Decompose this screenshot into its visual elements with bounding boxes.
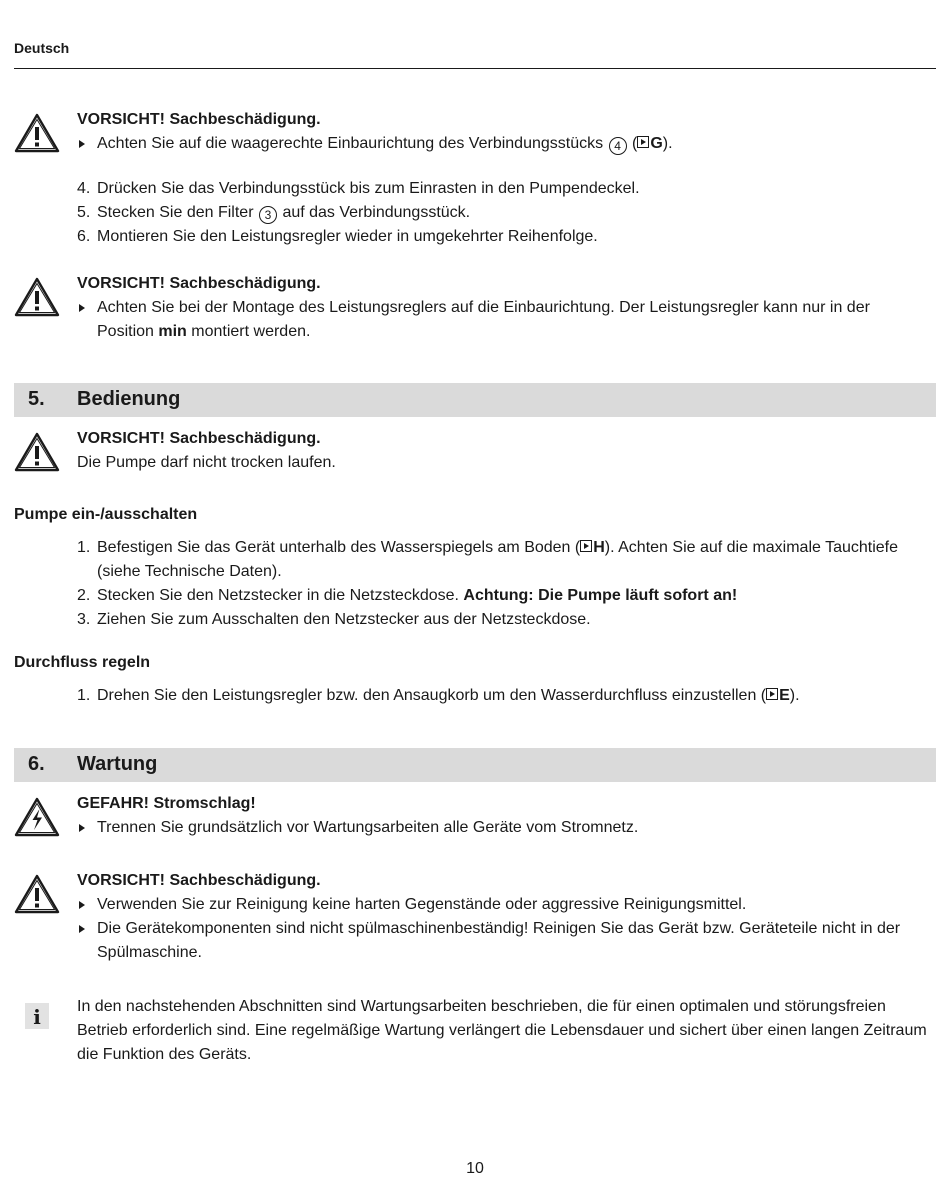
- part-number-badge: 4: [609, 137, 627, 155]
- section-title: Wartung: [77, 753, 158, 775]
- warning-2-bullet-text: Achten Sie bei der Montage des Leistungsreglers auf die Einbaurichtung. Der Leistungsregler kann nur in der Position: [97, 299, 870, 340]
- danger-title: GEFAHR! Stromschlag!: [77, 795, 256, 812]
- warning-4-bullet: [77, 917, 927, 965]
- step-warning-text: Achtung: Die Pumpe läuft sofort an!: [463, 587, 738, 604]
- warning-2-bullet: [77, 296, 927, 344]
- electric-hazard-icon: [14, 796, 60, 838]
- step-number: 1.: [77, 539, 91, 556]
- flow-steps: [77, 684, 927, 708]
- warning-triangle-icon: [14, 276, 60, 318]
- bullet-triangle-icon: [79, 140, 85, 148]
- warning-1-bullet-text: Achten Sie auf die waagerechte Einbaurichtung des Verbindungsstücks: [97, 135, 604, 152]
- on-off-steps: [77, 536, 927, 632]
- warning-triangle-icon: [14, 431, 60, 473]
- figure-ref: H: [593, 539, 605, 556]
- section-heading-5: [14, 383, 936, 417]
- page-number: 10: [466, 1160, 484, 1177]
- svg-text:i: i: [33, 1005, 41, 1029]
- step-text-end: auf das Verbindungsstück.: [282, 204, 471, 221]
- warning-triangle-icon: [14, 112, 60, 154]
- warning-1-bullet-end: ).: [662, 135, 673, 152]
- subheading-flow: Durchfluss regeln: [14, 654, 151, 671]
- list-item: [77, 201, 927, 225]
- section-number: 6.: [28, 753, 45, 775]
- step-number: 4.: [77, 180, 91, 197]
- step-number: 6.: [77, 228, 91, 245]
- warning-4-title: VORSICHT! Sachbeschädigung.: [77, 872, 321, 889]
- step-text: Drehen Sie den Leistungsregler bzw. den Ansaugkorb um den Wasserdurchfluss einzustellen (: [97, 687, 767, 704]
- danger-bullet: [77, 816, 927, 840]
- list-item: [77, 225, 927, 249]
- part-number-badge: 3: [259, 206, 277, 224]
- step-text: Stecken Sie den Filter: [97, 204, 254, 221]
- step-number: 1.: [77, 687, 91, 704]
- section-title: Bedienung: [77, 388, 181, 410]
- reference-arrow-icon: [637, 136, 649, 148]
- header-language: Deutsch: [14, 40, 70, 56]
- bullet-triangle-icon: [79, 901, 85, 909]
- step-text-end: ). Achten Sie auf die maximale Tauchtiefe (siehe Technische Daten).: [97, 539, 898, 580]
- warning-2-bullet-end: montiert werden.: [191, 323, 311, 340]
- list-item: [77, 177, 927, 201]
- warning-triangle-icon: [14, 873, 60, 915]
- reference-arrow-icon: [766, 688, 778, 700]
- position-label: min: [158, 323, 187, 340]
- warning-4-bullet-text: Verwenden Sie zur Reinigung keine harten Gegenstände oder aggressive Reinigungsmittel.: [97, 896, 747, 913]
- warning-4-bullet: [77, 893, 927, 917]
- list-item: [77, 536, 927, 584]
- step-text: Befestigen Sie das Gerät unterhalb des Wasserspiegels am Boden (: [97, 539, 581, 556]
- warning-1-bullet: Achten Sie auf die waagerechte Einbaurichtung des Verbindungsstücks 4 ( G).: [77, 132, 927, 156]
- warning-3-title: VORSICHT! Sachbeschädigung.: [77, 430, 321, 447]
- header-rule: [14, 68, 936, 69]
- danger-bullet-text: Trennen Sie grundsätzlich vor Wartungsarbeiten alle Geräte vom Stromnetz.: [97, 819, 639, 836]
- step-number: 2.: [77, 587, 91, 604]
- step-number: 3.: [77, 611, 91, 628]
- step-text: Montieren Sie den Leistungsregler wieder in umgekehrter Reihenfolge.: [97, 228, 598, 245]
- warning-3-text: Die Pumpe darf nicht trocken laufen.: [77, 454, 336, 471]
- warning-2-title: VORSICHT! Sachbeschädigung.: [77, 275, 321, 292]
- list-item: [77, 584, 927, 608]
- step-text: Drücken Sie das Verbindungsstück bis zum Einrasten in den Pumpendeckel.: [97, 180, 640, 197]
- step-number: 5.: [77, 204, 91, 221]
- bullet-triangle-icon: [79, 824, 85, 832]
- assembly-steps: [77, 177, 927, 249]
- step-text: Stecken Sie den Netzstecker in die Netzsteckdose.: [97, 587, 459, 604]
- reference-arrow-icon: [580, 540, 592, 552]
- info-text: In den nachstehenden Abschnitten sind Wartungsarbeiten beschrieben, die für einen optimalen und störungsfreien Betrieb erforderlich sind. Eine regelmäßige Wartung verlängert die Lebensdauer und sichert über einen langen Zeitraum die Funktion des Geräts.: [77, 998, 927, 1063]
- warning-1-title: VORSICHT! Sachbeschädigung.: [77, 111, 321, 128]
- info-icon: [25, 1003, 49, 1029]
- list-item: [77, 684, 927, 708]
- subheading-on-off: Pumpe ein-/ausschalten: [14, 506, 198, 523]
- section-number: 5.: [28, 388, 45, 410]
- step-text-end: ).: [789, 687, 800, 704]
- step-text: Ziehen Sie zum Ausschalten den Netzstecker aus der Netzsteckdose.: [97, 611, 591, 628]
- section-heading-6: [14, 748, 936, 782]
- figure-ref: G: [650, 135, 663, 152]
- bullet-triangle-icon: [79, 304, 85, 312]
- figure-ref: E: [779, 687, 790, 704]
- list-item: [77, 608, 927, 632]
- bullet-triangle-icon: [79, 925, 85, 933]
- warning-4-bullet-text: Die Gerätekomponenten sind nicht spülmaschinenbeständig! Reinigen Sie das Gerät bzw. Geräteteile nicht in der Spülmaschine.: [97, 920, 901, 961]
